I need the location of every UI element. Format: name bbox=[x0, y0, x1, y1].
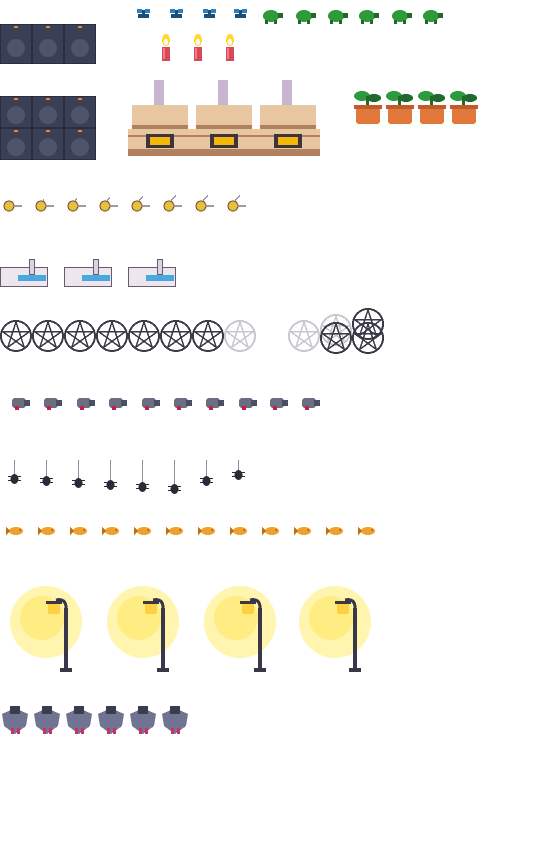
cannon-icon bbox=[204, 394, 226, 412]
speaker-icon bbox=[64, 96, 96, 128]
fish-icon bbox=[358, 526, 376, 536]
pentagram-icon bbox=[320, 322, 352, 354]
cannon-icon bbox=[268, 394, 290, 412]
speaker-icon bbox=[32, 128, 64, 160]
fish-icon bbox=[294, 526, 312, 536]
spider-icon bbox=[72, 460, 86, 490]
cannon-icon bbox=[140, 394, 162, 412]
speaker-icon bbox=[0, 128, 32, 160]
fish-icon bbox=[262, 526, 280, 536]
turtle-icon bbox=[327, 8, 349, 26]
potted-plant-icon bbox=[353, 88, 383, 126]
spider-icon bbox=[104, 460, 118, 492]
fly-swatter-icon bbox=[35, 196, 57, 214]
cannon-icon bbox=[107, 394, 129, 412]
street-lamp-icon bbox=[204, 584, 278, 674]
speaker-icon bbox=[64, 24, 96, 64]
cannon-icon bbox=[10, 394, 32, 412]
spider-icon bbox=[200, 460, 214, 488]
cannon-icon bbox=[172, 394, 194, 412]
water-basin-icon bbox=[64, 259, 112, 289]
turtle-icon bbox=[358, 8, 380, 26]
candle-icon bbox=[192, 34, 204, 62]
pentagram-icon bbox=[288, 320, 320, 352]
pentagram-icon bbox=[0, 320, 32, 352]
pentagram-icon bbox=[128, 320, 160, 352]
spider-icon bbox=[8, 460, 22, 486]
fly-swatter-icon bbox=[99, 196, 121, 214]
candle-icon bbox=[224, 34, 236, 62]
cannon-icon bbox=[300, 394, 322, 412]
street-lamp-icon bbox=[107, 584, 181, 674]
butterfly-icon bbox=[170, 8, 184, 20]
fish-icon bbox=[6, 526, 24, 536]
bat-icon bbox=[2, 704, 28, 736]
fish-icon bbox=[326, 526, 344, 536]
potted-plant-icon bbox=[449, 88, 479, 126]
butterfly-icon bbox=[203, 8, 217, 20]
street-lamp-icon bbox=[10, 584, 84, 674]
turtle-icon bbox=[422, 8, 444, 26]
pentagram-icon bbox=[64, 320, 96, 352]
potted-plant-icon bbox=[385, 88, 415, 126]
candle-icon bbox=[160, 34, 172, 62]
fish-icon bbox=[230, 526, 248, 536]
speaker-icon bbox=[0, 24, 32, 64]
fly-swatter-icon bbox=[3, 196, 25, 214]
pentagram-icon bbox=[32, 320, 64, 352]
fly-swatter-icon bbox=[131, 196, 153, 214]
pentagram-icon bbox=[160, 320, 192, 352]
speaker-icon bbox=[32, 96, 64, 128]
butterfly-icon bbox=[234, 8, 248, 20]
butterfly-icon bbox=[137, 8, 151, 20]
turtle-icon bbox=[391, 8, 413, 26]
furnace-icon bbox=[256, 80, 320, 158]
cannon-icon bbox=[75, 394, 97, 412]
bat-icon bbox=[66, 704, 92, 736]
furnace-icon bbox=[192, 80, 256, 158]
pentagram-icon bbox=[224, 320, 256, 352]
fly-swatter-icon bbox=[163, 196, 185, 214]
bat-icon bbox=[34, 704, 60, 736]
street-lamp-icon bbox=[299, 584, 373, 674]
potted-plant-icon bbox=[417, 88, 447, 126]
turtle-icon bbox=[262, 8, 284, 26]
bat-icon bbox=[98, 704, 124, 736]
fly-swatter-icon bbox=[227, 196, 249, 214]
fly-swatter-icon bbox=[195, 196, 217, 214]
speaker-icon bbox=[32, 24, 64, 64]
spider-icon bbox=[40, 460, 54, 488]
fish-icon bbox=[198, 526, 216, 536]
fish-icon bbox=[102, 526, 120, 536]
fish-icon bbox=[70, 526, 88, 536]
spider-icon bbox=[168, 460, 182, 496]
fly-swatter-icon bbox=[67, 196, 89, 214]
water-basin-icon bbox=[128, 259, 176, 289]
speaker-icon bbox=[64, 128, 96, 160]
turtle-icon bbox=[295, 8, 317, 26]
bat-icon bbox=[162, 704, 188, 736]
spider-icon bbox=[232, 460, 246, 482]
cannon-icon bbox=[237, 394, 259, 412]
bat-icon bbox=[130, 704, 156, 736]
pentagram-icon bbox=[96, 320, 128, 352]
furnace-icon bbox=[128, 80, 192, 158]
cannon-icon bbox=[42, 394, 64, 412]
spider-icon bbox=[136, 460, 150, 494]
fish-icon bbox=[38, 526, 56, 536]
fish-icon bbox=[166, 526, 184, 536]
pentagram-icon bbox=[352, 322, 384, 354]
fish-icon bbox=[134, 526, 152, 536]
speaker-icon bbox=[0, 96, 32, 128]
pentagram-icon bbox=[192, 320, 224, 352]
water-basin-icon bbox=[0, 259, 48, 289]
